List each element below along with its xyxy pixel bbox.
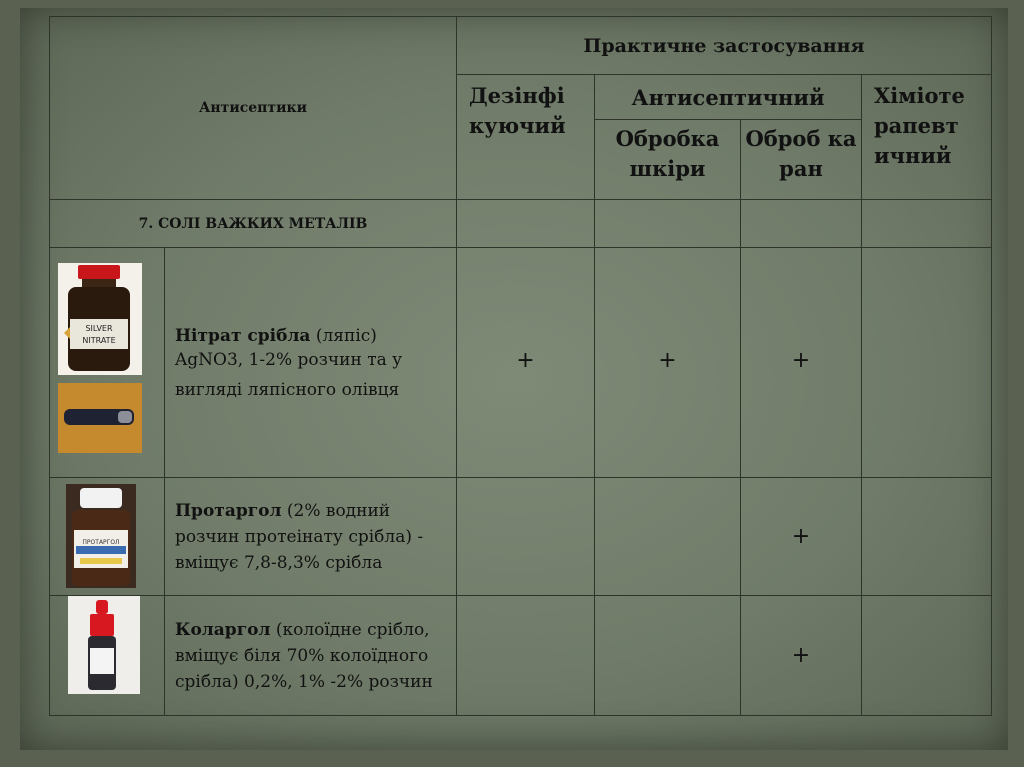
collargol-image-cell bbox=[50, 596, 165, 716]
plus-mark: + bbox=[741, 478, 862, 596]
plus-mark: + bbox=[741, 248, 862, 478]
silver-nitrate-pencil-image bbox=[58, 383, 142, 453]
empty-cell bbox=[595, 478, 741, 596]
empty-cell bbox=[457, 478, 595, 596]
silver-nitrate-images bbox=[50, 248, 165, 478]
skin-treatment-header: Обробка шкіри bbox=[595, 120, 741, 200]
silver-nitrate-desc-line1: AgNO3, 1-2% розчин та у bbox=[175, 349, 403, 370]
empty-cell bbox=[862, 248, 992, 478]
collargol-bottle-image bbox=[68, 596, 140, 694]
antiseptic-header: Антисептичний bbox=[595, 75, 862, 120]
empty-cell bbox=[862, 478, 992, 596]
empty-cell bbox=[741, 200, 862, 248]
collargol-desc: (колоїдне срібло, вміщує біля 70% колоїдного срібла) 0,2%, 1% -2% розчин bbox=[175, 619, 433, 692]
bottle-label-text-1: SILVER bbox=[85, 324, 113, 333]
empty-cell bbox=[457, 596, 595, 716]
chemotherapeutic-header: Хіміоте рапевт ичний bbox=[862, 75, 992, 200]
empty-cell bbox=[595, 596, 741, 716]
silver-nitrate-bottle-image bbox=[58, 263, 142, 375]
silver-nitrate-description bbox=[165, 248, 457, 478]
group-title: 7. СОЛІ ВАЖКИХ МЕТАЛІВ bbox=[50, 200, 457, 248]
plus-mark: + bbox=[741, 596, 862, 716]
empty-cell bbox=[862, 200, 992, 248]
bottle-label-text-2: NITRATE bbox=[82, 336, 116, 345]
protargol-desc: (2% водний розчин протеінату срібла) - вміщує 7,8-8,3% срібла bbox=[175, 500, 424, 573]
antiseptics-header: Антисептики bbox=[50, 17, 457, 200]
collargol-description bbox=[165, 596, 457, 716]
protargol-description bbox=[165, 478, 457, 596]
practical-use-header: Практичне застосування bbox=[457, 17, 992, 75]
antiseptics-table bbox=[49, 16, 992, 716]
protargol-bottle-image bbox=[66, 484, 136, 588]
empty-cell bbox=[862, 596, 992, 716]
plus-mark: + bbox=[595, 248, 741, 478]
silver-nitrate-desc-line2: вигляді ляпісного олівця bbox=[175, 379, 400, 400]
empty-cell bbox=[457, 200, 595, 248]
protargol-image-cell bbox=[50, 478, 165, 596]
plus-mark: + bbox=[457, 248, 595, 478]
silver-nitrate-alias: (ляпіс) bbox=[310, 325, 377, 346]
silver-nitrate-name: Нітрат срібла bbox=[175, 325, 311, 346]
protargol-name: Протаргол bbox=[175, 500, 282, 521]
wound-treatment-header: Оброб ка ран bbox=[741, 120, 862, 200]
collargol-name: Коларгол bbox=[175, 619, 271, 640]
protargol-label-text: ПРОТАРГОЛ bbox=[82, 539, 120, 546]
empty-cell bbox=[595, 200, 741, 248]
disinfecting-header: Дезінфі куючий bbox=[457, 75, 595, 200]
